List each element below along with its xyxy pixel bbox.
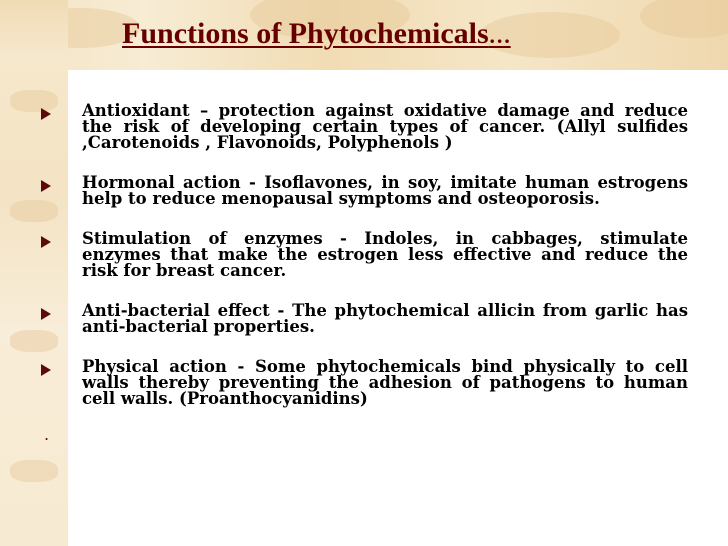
bullet-item bbox=[38, 231, 688, 279]
triangle-bullet-icon bbox=[41, 236, 51, 248]
bullet-text: Hormonal action - Isoflavones, in soy, imitate human estrogens help to reduce menopausal symptoms and osteoporosis. bbox=[82, 173, 688, 208]
bullet-text: Physical action - Some phytochemicals bind physically to cell walls thereby preventing the adhesion of pathogens to human cell walls. (Proanthocyanidins) bbox=[82, 357, 688, 408]
triangle-bullet-icon bbox=[41, 180, 51, 192]
triangle-bullet-icon bbox=[41, 364, 51, 376]
bullet-item bbox=[38, 103, 688, 151]
bullet-item bbox=[38, 359, 688, 407]
bullet-text: Anti-bacterial effect - The phytochemical allicin from garlic has anti-bacterial properties. bbox=[82, 301, 688, 336]
decorative-texture bbox=[640, 0, 728, 38]
bullet-item bbox=[38, 303, 688, 335]
slide-title bbox=[122, 17, 511, 53]
bullet-item bbox=[38, 175, 688, 207]
trailing-dot: . bbox=[44, 425, 50, 444]
decorative-texture bbox=[10, 460, 58, 482]
slide-title-ellipsis: … bbox=[488, 23, 511, 48]
triangle-bullet-icon bbox=[41, 308, 51, 320]
slide-title-text: Functions of Phytochemicals bbox=[122, 17, 489, 50]
bullet-list bbox=[38, 103, 688, 407]
triangle-bullet-icon bbox=[41, 108, 51, 120]
bullet-text: Antioxidant – protection against oxidative damage and reduce the risk of developing certain types of cancer. (Allyl sulfides ,Carotenoids , Flavonoids, Polyphenols ) bbox=[82, 101, 688, 152]
bullet-text: Stimulation of enzymes - Indoles, in cabbages, stimulate enzymes that make the estrogen less effective and reduce the risk for breast cancer. bbox=[82, 229, 688, 280]
